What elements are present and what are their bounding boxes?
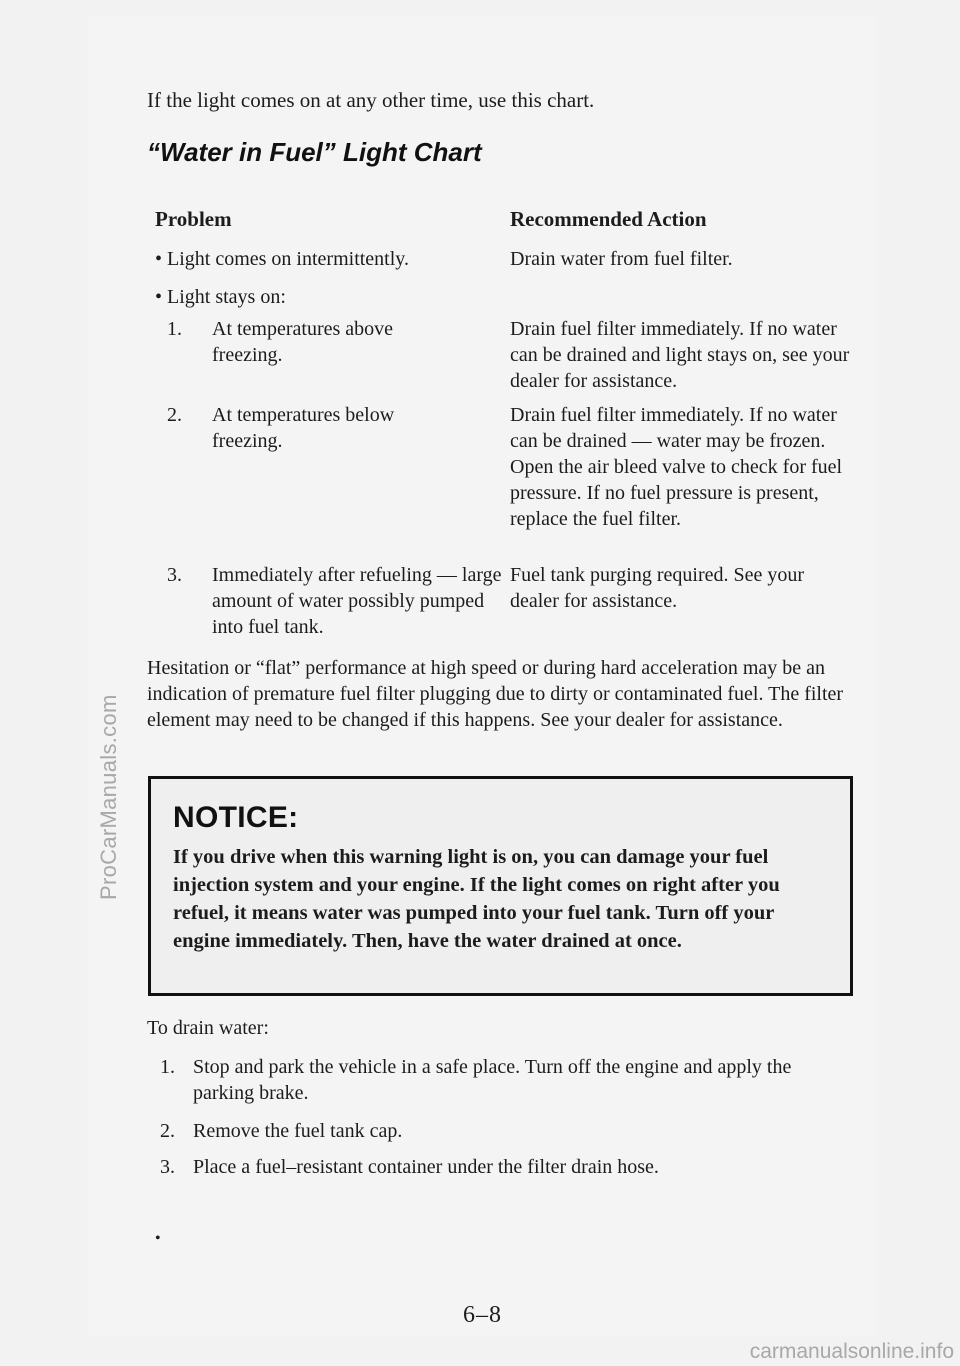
- page-number: 6–8: [463, 1302, 502, 1328]
- notice-title: NOTICE:: [173, 801, 299, 834]
- action-cell: Drain water from fuel filter.: [510, 248, 733, 270]
- notice-body: If you drive when this warning light is on, you can damage your fuel injection system and your engine. If the light comes on right after you refuel, it means water was pumped into your fuel tank. Turn off your engine immediately. Then, have the water drained at once.: [173, 846, 780, 952]
- step-number: 2.: [160, 1120, 175, 1142]
- problem-cell: At temperatures below freezing.: [212, 404, 395, 452]
- step-text: Stop and park the vehicle in a safe place. Turn off the engine and apply the parking brake.: [193, 1056, 792, 1104]
- problem-cell: Immediately after refueling — large amount of water possibly pumped into fuel tank.: [212, 564, 502, 638]
- step-number: 3.: [160, 1156, 175, 1178]
- side-watermark: ProCarManuals.com: [96, 694, 121, 900]
- item-number: 1.: [167, 318, 182, 340]
- problem-cell: At temperatures above freezing.: [212, 318, 394, 366]
- action-header: Recommended Action: [510, 207, 707, 231]
- step-text: Remove the fuel tank cap.: [193, 1120, 403, 1142]
- step-number: 1.: [160, 1056, 175, 1078]
- hesitation-paragraph: Hesitation or “flat” performance at high speed or during hard acceleration may be an indication of premature fuel filter plugging due to dirty or contaminated fuel. The filter element may need to be changed if this happens. See your dealer for assistance.: [147, 657, 844, 731]
- chart-title: “Water in Fuel” Light Chart: [147, 137, 482, 167]
- problem-cell: • Light comes on intermittently.: [155, 248, 409, 270]
- bottom-watermark: carmanualsonline.info: [749, 1340, 954, 1363]
- problem-cell: • Light stays on:: [155, 286, 286, 308]
- intro-text: If the light comes on at any other time, use this chart.: [147, 88, 595, 112]
- drain-heading: To drain water:: [147, 1017, 269, 1039]
- item-number: 3.: [167, 564, 182, 586]
- action-cell: Drain fuel filter immediately. If no water can be drained and light stays on, see your dealer for assistance.: [510, 318, 850, 392]
- scan-mark: •: [155, 1230, 161, 1247]
- problem-header: Problem: [155, 207, 232, 231]
- item-number: 2.: [167, 404, 182, 426]
- action-cell: Drain fuel filter immediately. If no water can be drained — water may be frozen. Open the air bleed valve to check for fuel pressure. If no fuel pressure is present, replace the fuel filter.: [510, 404, 843, 530]
- action-cell: Fuel tank purging required. See your dealer for assistance.: [510, 564, 805, 612]
- step-text: Place a fuel–resistant container under the filter drain hose.: [193, 1156, 659, 1178]
- notice-box: [148, 776, 853, 996]
